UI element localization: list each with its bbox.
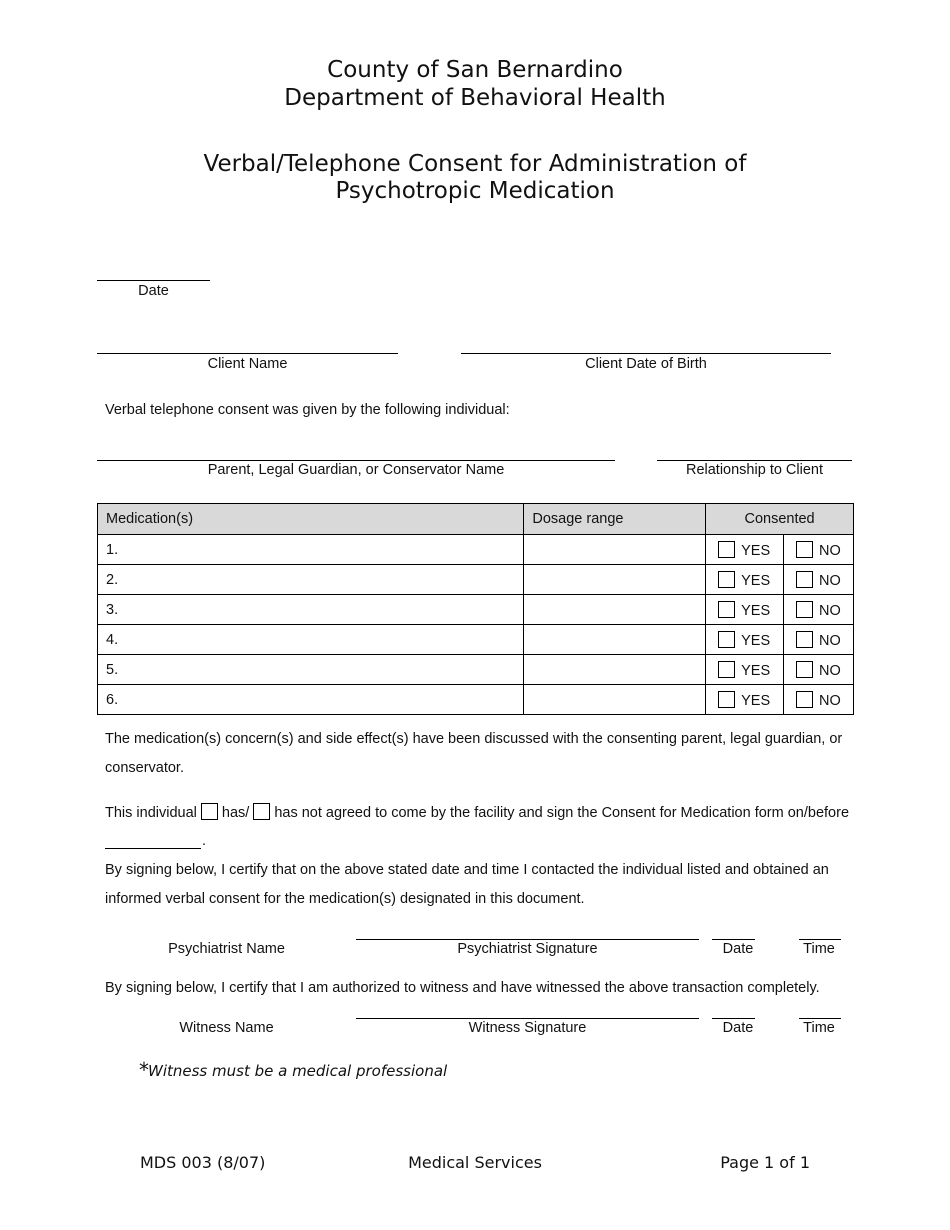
yes-label: YES	[741, 692, 771, 709]
witness-signature-label: Witness Signature	[468, 1020, 587, 1036]
medication-cell[interactable]	[98, 535, 524, 565]
client-dob-label: Client Date of Birth	[585, 356, 707, 372]
yes-label: YES	[741, 572, 771, 589]
yes-checkbox[interactable]	[718, 601, 735, 618]
dosage-cell[interactable]	[524, 625, 706, 655]
dosage-cell[interactable]	[524, 595, 706, 625]
individual-prefix: This individual	[105, 805, 197, 821]
no-label: NO	[819, 572, 841, 589]
dosage-cell[interactable]	[524, 535, 706, 565]
county-title: County of San Bernardino	[327, 57, 623, 83]
table-row	[98, 535, 854, 565]
no-label: NO	[819, 662, 841, 679]
row-number: 6.	[106, 691, 119, 708]
before-date-field-line[interactable]	[105, 848, 201, 849]
medication-header: Medication(s)	[98, 504, 524, 535]
has-not-checkbox[interactable]	[253, 803, 270, 820]
form-title-line1: Verbal/Telephone Consent for Administration of	[203, 151, 747, 177]
form-title-line2: Psychotropic Medication	[335, 178, 615, 204]
table-row	[98, 685, 854, 715]
yes-label: YES	[741, 632, 771, 649]
table-row	[98, 595, 854, 625]
no-checkbox[interactable]	[796, 571, 813, 588]
yes-checkbox[interactable]	[718, 661, 735, 678]
yes-cell	[706, 655, 784, 685]
no-cell	[784, 685, 854, 715]
witness-date-label: Date	[722, 1020, 754, 1036]
row-number: 1.	[106, 541, 119, 558]
psychiatrist-date-line[interactable]	[712, 939, 755, 940]
discussed-text-line2: conservator.	[105, 760, 184, 776]
no-cell	[784, 625, 854, 655]
witness-date-line[interactable]	[712, 1018, 755, 1019]
witness-time-line[interactable]	[799, 1018, 841, 1019]
no-label: NO	[819, 692, 841, 709]
no-checkbox[interactable]	[796, 541, 813, 558]
form-code: MDS 003 (8/07)	[140, 1153, 266, 1172]
medication-table	[97, 503, 854, 715]
asterisk-mark: *	[139, 1058, 149, 1082]
period: .	[202, 833, 207, 849]
row-number: 5.	[106, 661, 119, 678]
no-label: NO	[819, 602, 841, 619]
yes-checkbox[interactable]	[718, 631, 735, 648]
no-checkbox[interactable]	[796, 691, 813, 708]
consented-header: Consented	[706, 504, 854, 535]
no-checkbox[interactable]	[796, 601, 813, 618]
yes-label: YES	[741, 662, 771, 679]
no-cell	[784, 565, 854, 595]
psychiatrist-time-line[interactable]	[799, 939, 841, 940]
witness-note: Witness must be a medical professional	[148, 1062, 448, 1080]
table-row	[98, 565, 854, 595]
medication-cell[interactable]	[98, 685, 524, 715]
psychiatrist-time-label: Time	[803, 941, 835, 957]
yes-label: YES	[741, 542, 771, 559]
yes-cell	[706, 595, 784, 625]
medication-cell[interactable]	[98, 655, 524, 685]
medication-cell[interactable]	[98, 565, 524, 595]
footer-department: Medical Services	[408, 1153, 542, 1172]
dosage-cell[interactable]	[524, 685, 706, 715]
relationship-label: Relationship to Client	[685, 462, 824, 478]
date-label: Date	[138, 283, 169, 299]
row-number: 3.	[106, 601, 119, 618]
has-checkbox[interactable]	[201, 803, 218, 820]
table-row	[98, 625, 854, 655]
client-name-label: Client Name	[207, 356, 288, 372]
department-title: Department of Behavioral Health	[284, 85, 666, 111]
client-name-field-line[interactable]	[97, 353, 398, 354]
no-cell	[784, 595, 854, 625]
no-cell	[784, 535, 854, 565]
yes-cell	[706, 565, 784, 595]
witness-time-label: Time	[803, 1020, 835, 1036]
yes-checkbox[interactable]	[718, 571, 735, 588]
no-checkbox[interactable]	[796, 661, 813, 678]
row-number: 2.	[106, 571, 119, 588]
certify-text-line2: informed verbal consent for the medication(s) designated in this document.	[105, 891, 585, 907]
no-checkbox[interactable]	[796, 631, 813, 648]
page-number: Page 1 of 1	[720, 1153, 810, 1172]
yes-cell	[706, 535, 784, 565]
agreement-sentence	[105, 803, 849, 821]
has-label: has/	[221, 805, 250, 821]
no-label: NO	[819, 632, 841, 649]
psychiatrist-signature-line[interactable]	[356, 939, 699, 940]
yes-label: YES	[741, 602, 771, 619]
medication-cell[interactable]	[98, 625, 524, 655]
guardian-name-field-line[interactable]	[97, 460, 615, 461]
yes-cell	[706, 685, 784, 715]
psychiatrist-date-label: Date	[722, 941, 754, 957]
table-row	[98, 655, 854, 685]
dosage-cell[interactable]	[524, 565, 706, 595]
no-cell	[784, 655, 854, 685]
psychiatrist-signature-label: Psychiatrist Signature	[457, 941, 598, 957]
yes-cell	[706, 625, 784, 655]
dosage-header: Dosage range	[524, 504, 706, 535]
has-not-label: has not agreed to come by the facility and sign the Consent for Medication form on/before	[274, 805, 850, 821]
witness-name-label: Witness Name	[179, 1020, 274, 1036]
medication-cell[interactable]	[98, 595, 524, 625]
guardian-name-label: Parent, Legal Guardian, or Conservator Name	[207, 462, 505, 478]
client-dob-field-line[interactable]	[461, 353, 831, 354]
psychiatrist-name-label: Psychiatrist Name	[168, 941, 285, 957]
witness-certify-text: By signing below, I certify that I am authorized to witness and have witnessed the above transaction completely.	[105, 980, 820, 996]
dosage-cell[interactable]	[524, 655, 706, 685]
yes-checkbox[interactable]	[718, 541, 735, 558]
witness-signature-line[interactable]	[356, 1018, 699, 1019]
discussed-text-line1: The medication(s) concern(s) and side effect(s) have been discussed with the consenting parent, legal guardian, or	[105, 731, 843, 747]
consent-intro-text: Verbal telephone consent was given by the following individual:	[105, 402, 510, 418]
yes-checkbox[interactable]	[718, 691, 735, 708]
table-header-row	[98, 504, 854, 535]
certify-text-line1: By signing below, I certify that on the above stated date and time I contacted the individual listed and obtained an	[105, 862, 829, 878]
relationship-field-line[interactable]	[657, 460, 852, 461]
date-field-line[interactable]	[97, 280, 210, 281]
no-label: NO	[819, 542, 841, 559]
row-number: 4.	[106, 631, 119, 648]
